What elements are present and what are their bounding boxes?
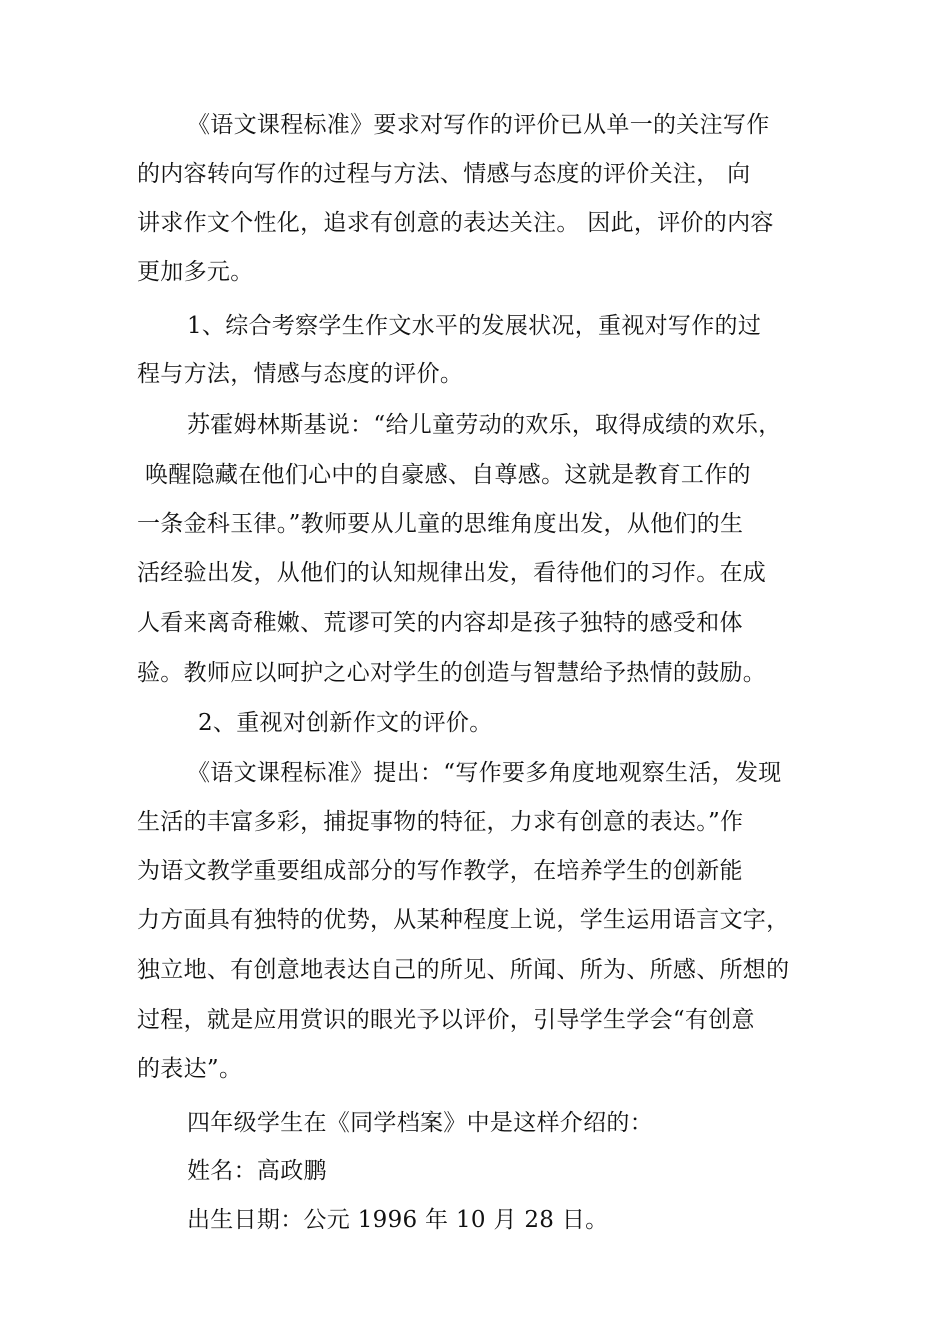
text-line: 的表达”。 [137,1056,243,1082]
text-line: 生活的丰富多彩，捕捉事物的特征，力求有创意的表达。”作 [137,809,744,835]
text-line: 过程，就是应用赏识的眼光予以评价，引导学生学会“有创意 [137,1007,755,1033]
text-line: 更加多元。 [137,259,254,285]
text-line: 一条金科玉律。”教师要从儿童的思维角度出发，从他们的生 [137,511,744,537]
text-line: 的内容转向写作的过程与方法、情感与态度的评价关注， 向 [137,161,751,187]
text-line: 《语文课程标准》提出：“写作要多角度地观察生活，发现 [187,760,782,786]
text-line: 2、重视对创新作文的评价。 [198,710,493,736]
text-line: 讲求作文个性化，追求有创意的表达关注。 因此，评价的内容 [137,210,774,236]
text-line: 唤醒隐藏在他们心中的自豪感、自尊感。这就是教育工作的 [145,462,751,488]
text-line: 《语文课程标准》要求对写作的评价已从单一的关注写作 [187,112,770,138]
text-line: 1、综合考察学生作文水平的发展状况，重视对写作的过 [187,313,762,339]
text-line: 验。教师应以呵护之心对学生的创造与智慧给予热情的鼓励。 [137,660,767,686]
text-line: 为语文教学重要组成部分的写作教学，在培养学生的创新能 [137,858,743,884]
text-line: 四年级学生在《同学档案》中是这样介绍的： [187,1110,653,1136]
text-line: 活经验出发，从他们的认知规律出发，看待他们的习作。在成 [137,560,767,586]
text-line: 苏霍姆林斯基说：“给儿童劳动的欢乐，取得成绩的欢乐， [187,412,782,438]
text-line: 力方面具有独特的优势，从某种程度上说，学生运用语言文字， [137,907,790,933]
text-line: 人看来离奇稚嫩、荒谬可笑的内容却是孩子独特的感受和体 [137,610,743,636]
text-line: 程与方法，情感与态度的评价。 [137,361,464,387]
text-line: 独立地、有创意地表达自己的所见、所闻、所为、所感、所想的 [137,957,790,983]
text-line: 出生日期：公元 1996 年 10 月 28 日。 [187,1207,609,1233]
text-line: 姓名：高政鹏 [187,1158,327,1184]
